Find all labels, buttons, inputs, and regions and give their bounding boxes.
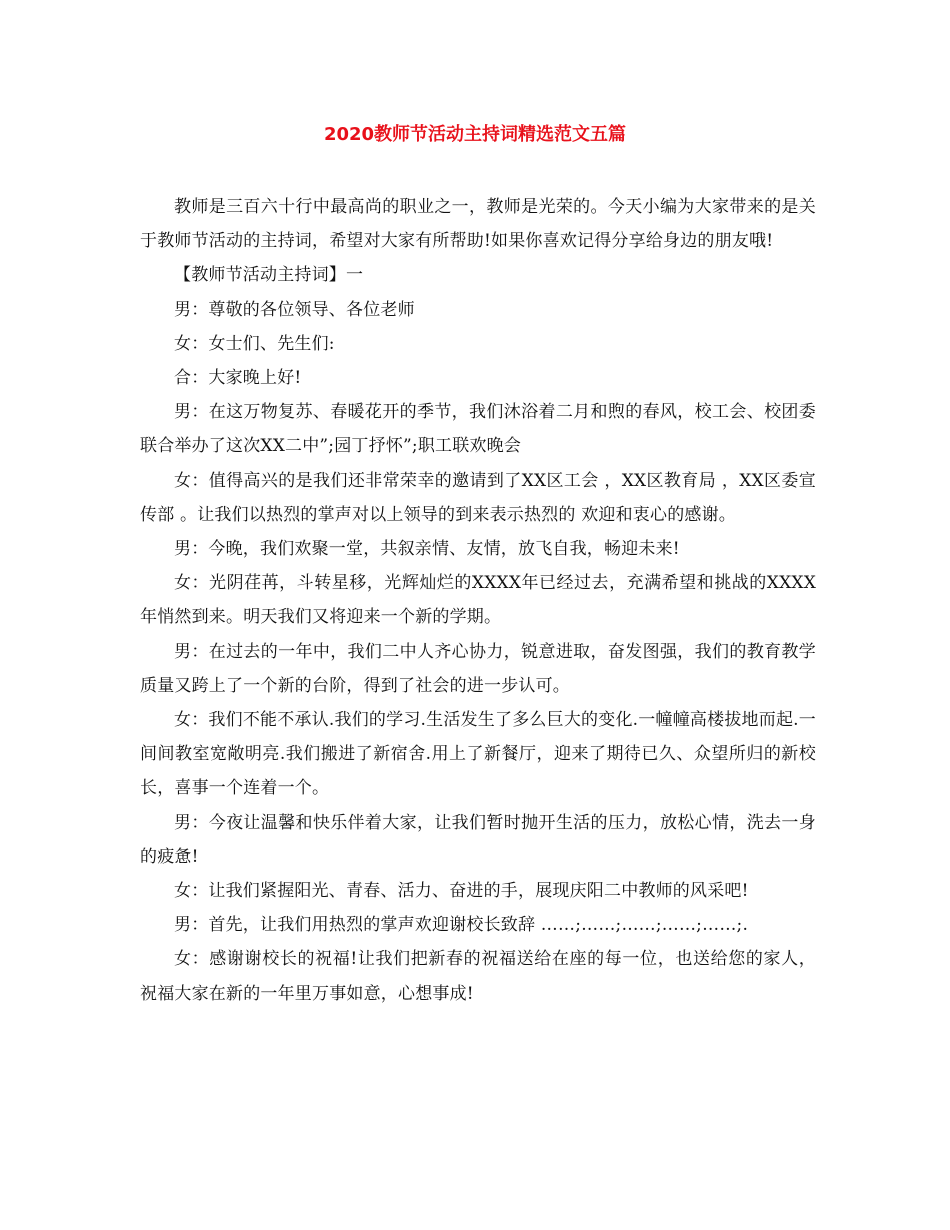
paragraph: 女：让我们紧握阳光、青春、活力、奋进的手，展现庆阳二中教师的风采吧! [174,881,749,902]
paragraph: 女：我们不能不承认.我们的学习.生活发生了多么巨大的变化.一幢幢高楼拔地而起.一间间教室宽敞明亮.我们搬进了新宿舍.用上了新餐厅，迎来了期待已久、众望所归的新校长，喜事一个连着一个。 [140,710,816,799]
paragraph: 男：首先，让我们用热烈的掌声欢迎谢校长致辞 ……;……;……;……;……;. [174,915,749,936]
paragraph: 合：大家晚上好! [174,368,302,389]
paragraph-section-heading: 【教师节活动主持词】一 [174,265,364,286]
paragraph: 男：在过去的一年中，我们二中人齐心协力，锐意进取，奋发图强，我们的教育教学质量又跨上了一个新的台阶，得到了社会的进一步认可。 [140,641,816,696]
paragraph: 男：在这万物复苏、春暖花开的季节，我们沐浴着二月和煦的春风，校工会、校团委联合举办了这次XX二中”;园丁抒怀”;职工联欢晚会 [140,402,816,457]
paragraph-intro: 教师是三百六十行中最高尚的职业之一，教师是光荣的。今天小编为大家带来的是关于教师节活动的主持词，希望对大家有所帮助!如果你喜欢记得分享给身边的朋友哦! [140,197,816,252]
paragraph: 女：女士们、先生们: [174,333,335,354]
document-body [140,190,816,1011]
paragraph: 男：今夜让温馨和快乐伴着大家，让我们暂时抛开生活的压力，放松心情，洗去一身的疲惫! [140,812,816,867]
paragraph: 男：今晚，我们欢聚一堂，共叙亲情、友情，放飞自我，畅迎未来! [174,539,680,560]
paragraph: 女：值得高兴的是我们还非常荣幸的邀请到了XX区工会 ，XX区教育局 ，XX区委宣传部 。让我们以热烈的掌声对以上领导的到来表示热烈的 欢迎和衷心的感谢。 [140,470,816,525]
paragraph: 女：感谢谢校长的祝福!让我们把新春的祝福送给在座的每一位，也送给您的家人，祝福大家在新的一年里万事如意，心想事成! [140,949,816,1004]
paragraph: 男：尊敬的各位领导、各位老师 [174,299,415,320]
paragraph: 女：光阴荏苒，斗转星移，光辉灿烂的XXXX年已经过去，充满希望和挑战的XXXX年悄然到来。明天我们又将迎来一个新的学期。 [140,573,816,628]
document-title: 2020教师节活动主持词精选范文五篇 [323,124,627,145]
